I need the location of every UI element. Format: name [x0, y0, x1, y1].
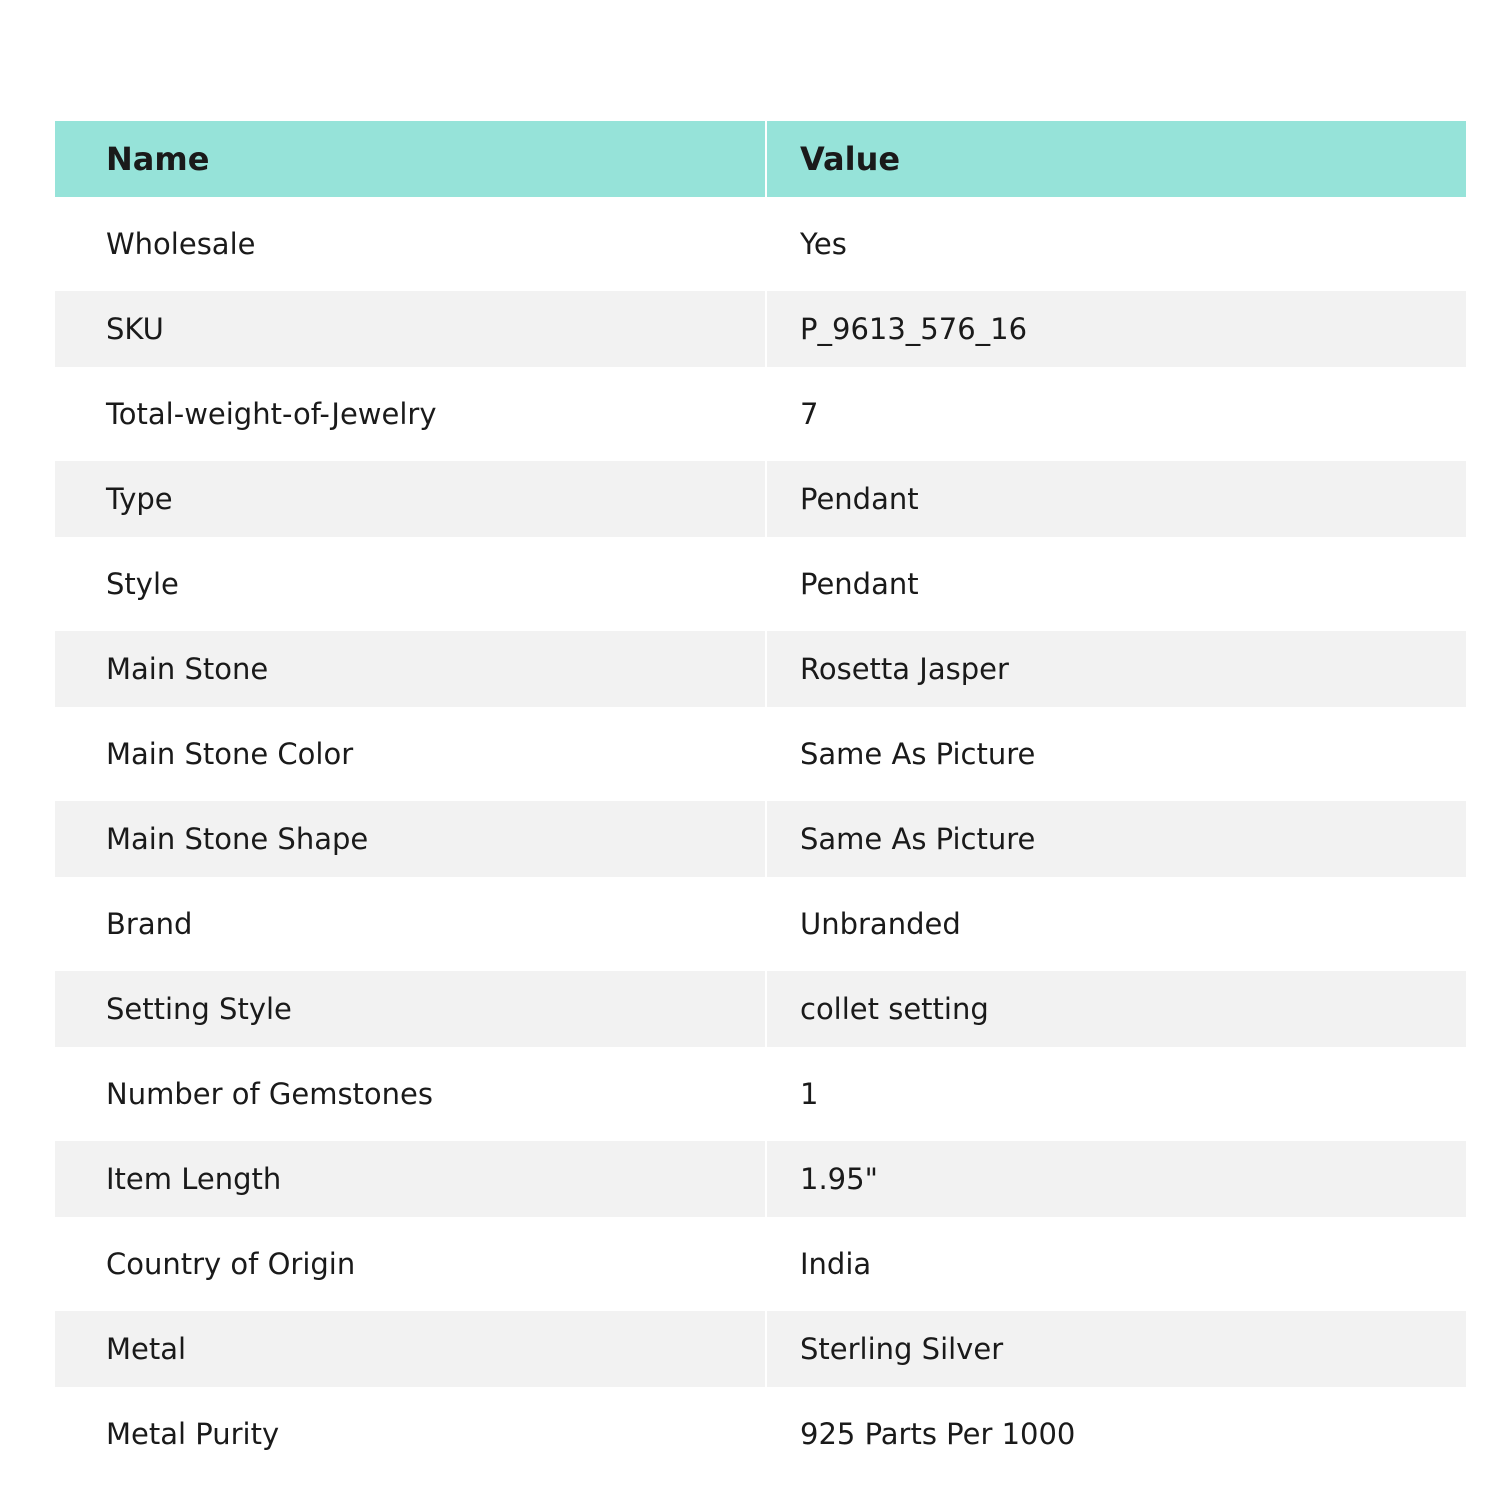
table-row	[55, 1387, 1466, 1481]
table-row	[55, 1141, 1466, 1217]
table-row	[55, 197, 1466, 291]
table-row	[55, 367, 1466, 461]
row-value-cell: Pendant	[766, 461, 1466, 537]
row-value-cell: 1.95"	[766, 1141, 1466, 1217]
row-value-cell: collet setting	[766, 971, 1466, 1047]
value-column-header: Value	[766, 121, 1466, 197]
row-value-cell: Sterling Silver	[766, 1311, 1466, 1387]
row-value-cell: 1	[766, 1047, 1466, 1141]
table-header	[55, 121, 1466, 197]
row-name-cell: Brand	[55, 877, 766, 971]
table-row	[55, 801, 1466, 877]
table-row	[55, 461, 1466, 537]
table-row	[55, 1047, 1466, 1141]
table-row	[55, 537, 1466, 631]
row-value-cell: 7	[766, 367, 1466, 461]
row-value-cell: Yes	[766, 197, 1466, 291]
row-name-cell: Total-weight-of-Jewelry	[55, 367, 766, 461]
row-name-cell: Style	[55, 537, 766, 631]
table-row	[55, 1311, 1466, 1387]
row-value-cell: 925 Parts Per 1000	[766, 1387, 1466, 1481]
table-row	[55, 291, 1466, 367]
row-value-cell: India	[766, 1217, 1466, 1311]
row-name-cell: Setting Style	[55, 971, 766, 1047]
row-value-cell: Rosetta Jasper	[766, 631, 1466, 707]
row-value-cell: Unbranded	[766, 877, 1466, 971]
table-row	[55, 707, 1466, 801]
row-value-cell: Pendant	[766, 537, 1466, 631]
table-row	[55, 877, 1466, 971]
row-name-cell: SKU	[55, 291, 766, 367]
row-name-cell: Metal	[55, 1311, 766, 1387]
row-name-cell: Type	[55, 461, 766, 537]
row-name-cell: Metal Purity	[55, 1387, 766, 1481]
table-body	[55, 197, 1466, 1481]
specifications-table	[55, 121, 1466, 1481]
row-name-cell: Wholesale	[55, 197, 766, 291]
header-row	[55, 121, 1466, 197]
row-name-cell: Number of Gemstones	[55, 1047, 766, 1141]
row-name-cell: Main Stone	[55, 631, 766, 707]
table-row	[55, 631, 1466, 707]
row-value-cell: P_9613_576_16	[766, 291, 1466, 367]
name-column-header: Name	[55, 121, 766, 197]
row-value-cell: Same As Picture	[766, 801, 1466, 877]
table-row	[55, 971, 1466, 1047]
row-value-cell: Same As Picture	[766, 707, 1466, 801]
row-name-cell: Item Length	[55, 1141, 766, 1217]
row-name-cell: Main Stone Shape	[55, 801, 766, 877]
row-name-cell: Main Stone Color	[55, 707, 766, 801]
table-row	[55, 1217, 1466, 1311]
row-name-cell: Country of Origin	[55, 1217, 766, 1311]
